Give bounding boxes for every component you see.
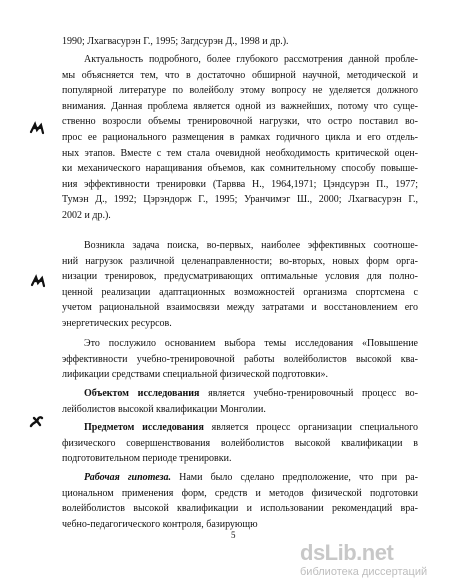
hypothesis-heading: Рабочая гипотеза.: [84, 472, 172, 483]
text-line: энергетических ресурсов.: [62, 317, 172, 329]
text-line: Тумэн Д., 1992; Цэрэндорж Г., 1995; Уранчимэг Ш., 2000; Лхагвасурэн Г.,: [62, 194, 418, 206]
text-line: ственно возросли объемы тренировочной нагрузки, что остро поставил во-: [62, 116, 418, 128]
watermark-logo: dsLib.net: [300, 540, 394, 565]
paragraph-topic: [62, 336, 418, 383]
text-line: [62, 470, 418, 486]
subject-heading: Предметом исследования: [84, 422, 204, 433]
text-fragment: является процесс организации специального: [203, 422, 418, 433]
text-line: 2002 и др.).: [62, 209, 111, 221]
text-fragment: является учебно-тренировочный процесс во-: [199, 388, 418, 399]
text-line: ценной реализации адаптационных возможностей организма спортсмена с: [62, 286, 418, 298]
text-line: ния эффективности тренировки (Тарвва Н., 1964,1971; Цэндсурэн П., 1977;: [62, 178, 418, 190]
text-line: низации тренировок, предусматривающих оптимальные условия для полно-: [62, 271, 418, 283]
text-line: прос ее рационального размещения в рамках годичного цикла и его отдель-: [62, 131, 418, 143]
text-line: ных этапов. Вместе с тем стала очевидной необходимость критической оцен-: [62, 147, 418, 159]
margin-mark-icon: [30, 274, 46, 288]
text-line: Актуальность подробного, более глубокого рассмотрения данной пробле-: [84, 54, 418, 65]
text-line: ний нагрузок различной целенаправленности; во-вторых, новых форм орга-: [62, 255, 418, 267]
text-line: Это послужило основанием выбора темы исследования «Повышение: [84, 338, 418, 349]
text-fragment: Нами было сделано предположение, что при ра-: [171, 472, 418, 483]
watermark: [300, 540, 448, 580]
text-line: подготовительном периоде тренировки.: [62, 453, 232, 465]
text-line: популярной литературе по волейболу этому вопросу не уделяется должного: [62, 85, 418, 97]
text-line: внимания. Данная проблема является одной из важнейших, потому что суще-: [62, 100, 418, 112]
text-line: мы объясняется тем, что в достаточно обширной научной, методической и: [62, 69, 418, 81]
text-line: эффективности учебно-тренировочной работы волейболистов высокой ква-: [62, 353, 418, 365]
paragraph-citation-end: [62, 34, 418, 50]
text-line: лейболистов высокой квалификации Монголии.: [62, 403, 266, 415]
watermark-subtitle: библиотека диссертаций: [300, 566, 428, 578]
text-line: учетом рациональной взаимосвязи между затратами и восстановлением его: [62, 302, 418, 314]
text-line: волейболистов высокой квалификации и использовании рекомендаций вра-: [62, 503, 418, 515]
text-line: 1990; Лхагвасурэн Г., 1995; Загдсурэн Д., 1998 и др.).: [62, 36, 289, 47]
object-heading: Объектом исследования: [84, 388, 200, 399]
text-line: чебно-педагогического контроля, базирующю: [62, 518, 258, 530]
paragraph-relevance: [62, 52, 418, 224]
text-line: циональном применения форм, средств и методов физической подготовки: [62, 487, 418, 499]
paragraph-object: [62, 386, 418, 417]
text-line: [62, 386, 418, 402]
text-line: физического совершенствования волейболистов высокой квалификации в: [62, 437, 418, 449]
paragraph-hypothesis: [62, 470, 418, 532]
margin-mark-icon: [29, 121, 45, 135]
margin-mark-icon: [28, 414, 44, 428]
paragraph-subject: [62, 420, 418, 467]
text-line: ки механического наращивания объемов, как сомнительному способу повыше-: [62, 163, 418, 175]
page-number: 5: [231, 530, 236, 540]
paragraph-task: [62, 238, 418, 332]
text-line: [62, 420, 418, 436]
text-line: лификации средствами специальной физической подготовки».: [62, 369, 328, 381]
text-line: Возникла задача поиска, во-первых, наиболее эффективных соотноше-: [84, 240, 418, 251]
